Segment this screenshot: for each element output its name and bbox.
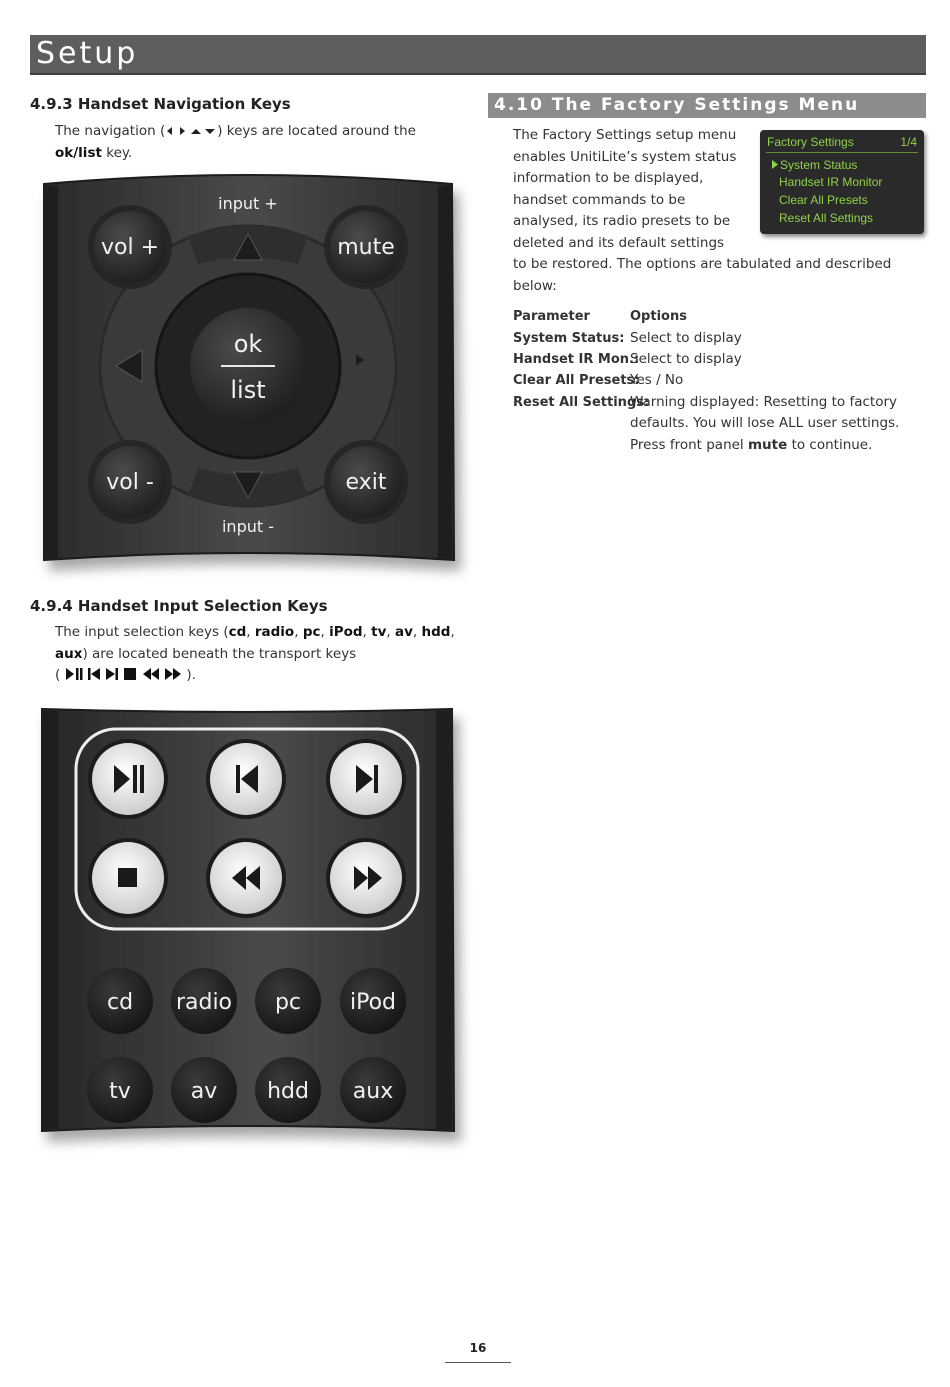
lcd-item-reset-all-settings[interactable]: Reset All Settings: [779, 211, 874, 225]
transport-open-paren: (: [55, 667, 61, 683]
key-aux: aux: [55, 645, 83, 662]
para-line: analysed, its radio presets to be: [513, 213, 731, 229]
para-line: information to be displayed,: [513, 170, 704, 186]
reset-warning-cont: defaults. You will lose ALL user settings.: [630, 415, 900, 431]
arrow-left-icon: [165, 126, 175, 136]
key-av: av: [395, 624, 413, 640]
input-text-suffix: ) are located beneath the transport keys: [82, 645, 357, 662]
rewind-icon: [142, 667, 160, 681]
factory-paragraph-wide: [513, 254, 923, 297]
input-up-label: input +: [218, 194, 278, 213]
key-hdd: hdd: [421, 624, 451, 640]
skip-back-icon: [87, 667, 101, 681]
radio-label: radio: [175, 990, 233, 1015]
nav-text-end: key.: [101, 144, 133, 161]
mute-label: mute: [337, 235, 395, 260]
factory-settings-display: [760, 130, 924, 234]
para-line: below:: [513, 277, 557, 294]
av-label: av: [190, 1079, 218, 1104]
nav-text-before: The navigation (: [55, 123, 166, 139]
header-bar: [30, 35, 926, 75]
reset-text-post: to continue.: [787, 437, 873, 453]
para-line: The Factory Settings setup menu: [513, 127, 737, 143]
arrow-right-icon: [175, 126, 189, 136]
stop-icon: [123, 667, 137, 681]
table-row-param: Clear All Presets:: [513, 373, 640, 388]
para-line: handset commands to be: [513, 191, 686, 208]
input-text-prefix: The input selection keys (: [55, 624, 229, 640]
lcd-item-handset-ir-monitor[interactable]: Handset IR Monitor: [779, 175, 883, 189]
key-ipod: iPod: [329, 624, 363, 640]
skip-forward-icon: [105, 667, 119, 681]
reset-text-pre: Press front panel: [630, 437, 748, 453]
arrow-down-icon: [203, 126, 217, 136]
factory-settings-heading-bar: [488, 93, 926, 118]
mute-key-bold: mute: [747, 437, 788, 453]
stop-icon: [118, 868, 137, 887]
footer-rule: [445, 1362, 511, 1363]
para-line: to be restored. The options are tabulated and described: [513, 256, 892, 272]
page-number: 16: [469, 1341, 487, 1355]
para-line: deleted and its default settings: [513, 234, 725, 251]
play-pause-icon: [65, 667, 83, 681]
nav-key-bold: ok/list: [55, 144, 102, 161]
table-row-param: Reset All Settings:: [513, 395, 650, 410]
input-down-label: input -: [221, 517, 275, 536]
vol-down-label: vol -: [106, 470, 154, 495]
table-row-option: Yes / No: [630, 372, 684, 388]
transport-close-paren: ).: [186, 667, 196, 683]
lcd-item-clear-all-presets[interactable]: Clear All Presets: [779, 193, 868, 207]
reset-warning-cont-2: [630, 437, 872, 453]
lcd-item-system-status[interactable]: System Status: [780, 158, 858, 172]
lcd-title: Factory Settings: [767, 135, 854, 149]
arrow-up-icon: [189, 126, 203, 136]
table-row-option: Select to display: [630, 351, 742, 367]
nav-keys-heading: 4.9.3 Handset Navigation Keys: [30, 95, 291, 113]
table-row-param: Handset IR Mon.:: [513, 352, 640, 367]
nav-keys-text: [55, 121, 455, 164]
input-keys-heading: 4.9.4 Handset Input Selection Keys: [30, 597, 328, 615]
hdd-label: hdd: [267, 1079, 309, 1104]
selection-arrow-icon: [772, 160, 778, 169]
factory-settings-heading: 4.10 The Factory Settings Menu: [494, 95, 860, 115]
ok-label: ok: [233, 330, 263, 358]
fast-forward-icon: [164, 667, 182, 681]
navigation-remote-illustration: [38, 176, 478, 586]
table-row-option: Select to display: [630, 330, 742, 346]
key-tv: tv: [371, 624, 387, 640]
factory-paragraph: [513, 125, 753, 254]
nav-text-after: ) keys are located around the: [217, 123, 416, 139]
input-remote-illustration: [38, 703, 478, 1163]
aux-label: aux: [352, 1079, 394, 1104]
key-cd: cd: [228, 624, 247, 640]
input-keys-text: The input selection keys (cd, radio, pc, iPod, tv, av, hdd, aux) are located beneath the transport keys ( ).: [55, 624, 455, 683]
page-title: Setup: [36, 36, 139, 71]
cd-label: cd: [106, 990, 134, 1015]
table-header-parameter: Parameter: [513, 309, 590, 324]
vol-up-label: vol +: [100, 235, 160, 260]
table-row-param: System Status:: [513, 331, 625, 346]
table-header-options: Options: [630, 309, 687, 324]
key-pc: pc: [302, 624, 321, 640]
list-label: list: [230, 376, 266, 404]
pc-label: pc: [274, 990, 302, 1015]
ipod-label: iPod: [349, 990, 397, 1015]
lcd-page-indicator: 1/4: [900, 135, 917, 149]
table-row-option: Warning displayed: Resetting to factory: [630, 394, 898, 410]
tv-label: tv: [109, 1079, 131, 1104]
exit-label: exit: [345, 470, 387, 495]
key-radio: radio: [254, 624, 295, 640]
para-line: enables UnitiLite’s system status: [513, 148, 737, 165]
